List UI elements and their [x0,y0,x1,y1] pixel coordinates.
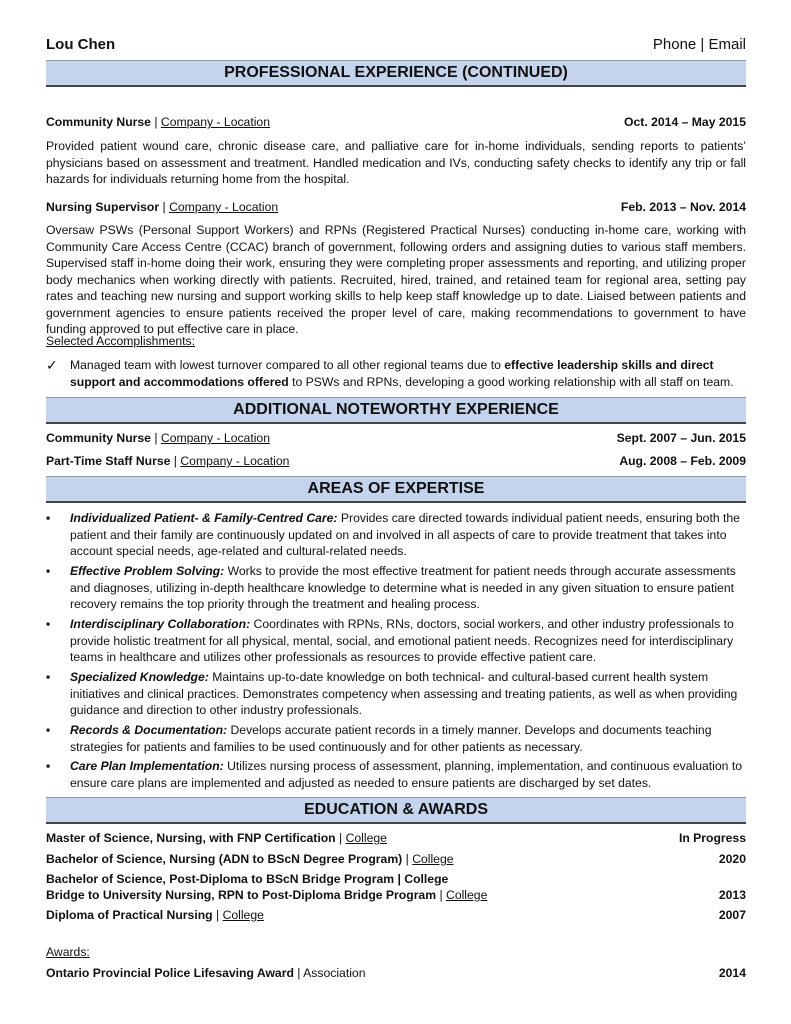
bullet-icon: ▪ [46,759,51,773]
section-heading-education: EDUCATION & AWARDS [46,797,746,824]
job-title-line [46,199,278,216]
degree-year: 2013 [718,888,746,902]
job-dates: Oct. 2014 – May 2015 [624,115,746,129]
separator: | [335,831,346,845]
degree-line [46,830,387,847]
award-org: Association [303,966,366,980]
section-heading-additional: ADDITIONAL NOTEWORTHY EXPERIENCE [46,397,746,424]
expertise-text [70,722,746,755]
expertise-desc: Develops accurate patient records in a timely manner. Develops and documents teaching strategies for patients and families to be used continuously and for other patients as necessary. [70,723,712,754]
job-header [46,199,746,216]
expertise-text [70,669,746,719]
degree-line [46,907,264,924]
degree-year: In Progress [678,831,746,845]
accomplishments-label [46,333,746,350]
bullet-icon: ▪ [46,723,51,737]
degree-name: Diploma of Practical Nursing [46,908,213,922]
job-title-line [46,114,270,131]
expertise-desc: Works to provide the most effective treatment for patient needs through accurate assessments and diagnoses, utilizing in-depth healthcare knowledge to determine what is needed in any given situation to ensure patient recovery remains the top priority through the treatment and healing process. [70,564,736,611]
job-dates: Feb. 2013 – Nov. 2014 [620,200,746,214]
expertise-item [46,510,746,560]
degree-line [46,871,448,888]
accomplishment-text [70,357,746,390]
accomplishment-item [46,357,746,390]
degree-line [46,851,454,868]
degree-name: Master of Science, Nursing, with FNP Certification [46,831,336,845]
expertise-item [46,616,746,666]
school-name: College [222,908,264,922]
expertise-label: Interdisciplinary Collaboration: [70,617,251,631]
awards-label [46,944,746,961]
job-dates: Sept. 2007 – Jun. 2015 [616,431,746,445]
job-dates: Aug. 2008 – Feb. 2009 [619,454,746,468]
candidate-name: Lou Chen [46,36,116,53]
separator: | [159,200,170,214]
job-description: Provided patient wound care, chronic disease care, and palliative care for in-home individuals, sending reports to patients’ physicians based on assessment and treatment. Handled medication and IVs, conducting safety checks to identify any trip or fall hazards for individuals returning home from the hospital. [46,139,746,186]
degree-row [46,907,746,924]
expertise-desc: Utilizes nursing process of assessment, planning, implementation, and continuous evaluation to ensure care plans are implemented and adjusted as needed to ensure patients are discharged by set dates. [70,759,742,790]
expertise-desc: Provides care directed towards individual patient needs, ensuring both the patient and their family are continuously updated on and involved in all aspects of care to provide treatment that takes into account special needs, age-related and cultural-related needs. [70,511,740,558]
expertise-desc: Coordinates with RPNs, RNs, doctors, social workers, and other industry professionals to provide holistic treatment for all physical, mental, social, and emotional patient needs. Recognizes need for interdisciplinary teams in healthcare and utilizes other professionals as resources to provide effective patient care. [70,617,734,664]
job-title: Community Nurse [46,115,151,129]
separator: | [293,966,304,980]
degree-row [46,830,746,847]
degree-line [46,887,487,904]
additional-item [46,453,746,470]
expertise-item [46,722,746,755]
job-title: Nursing Supervisor [46,200,160,214]
degree-row [46,887,746,904]
expertise-label: Individualized Patient- & Family-Centred Care: [70,511,338,525]
school-name: College [446,888,488,902]
bullet-icon: ▪ [46,670,51,684]
award-year: 2014 [718,966,746,980]
degree-year: 2020 [718,852,746,866]
bullet-icon: ▪ [46,617,51,631]
expertise-label: Care Plan Implementation: [70,759,224,773]
award-row [46,965,746,982]
expertise-text [70,616,746,666]
separator: | [212,908,223,922]
separator: | [402,852,413,866]
job-description: Oversaw PSWs (Personal Support Workers) and RPNs (Registered Practical Nurses) conducting in-home care, working with Community Care Access Centre (CCAC) branch of government, following orders and assigning duties to various staff members. Supervised staff in-home doing their work, ensuring they were completing proper assessments and reporting, and utilizing proper body mechanics when working directly with patients. Recruited, hired, trained, and retained team for regional area, setting pay rates and teaching new nursing and support working skills to help keep staff knowledge up to date. Liaised between patients and government agencies to ensure patients received the proper level of care, making recommendations to government to have funding approved to put effective care in place. [46,223,746,336]
company-location: Company - Location [169,200,279,214]
accomplishment-bold: effective leadership skills and direct support and accommodations offered [70,358,714,389]
company-location: Company - Location [160,431,270,445]
separator: | [150,431,161,445]
expertise-text [70,758,746,791]
degree-name: Bridge to University Nursing, RPN to Post-Diploma Bridge Program [46,888,437,902]
award-line [46,965,365,982]
checkmark-icon: ✓ [46,357,58,373]
accomplishment-post: to PSWs and RPNs, developing a good working relationship with all staff on team. [288,374,734,389]
expertise-text [70,563,746,613]
company-location: Company - Location [180,454,290,468]
job-title: Community Nurse [46,431,151,445]
degree-row [46,871,746,888]
expertise-item [46,758,746,791]
bullet-icon: ▪ [46,511,51,525]
separator: | [436,888,447,902]
expertise-text [70,510,746,560]
additional-item [46,430,746,447]
expertise-desc: Maintains up-to-date knowledge on both technical- and cultural-based current health system initiatives and clinical practices. Demonstrates competency when assessing and treating patients, as well as when providing guidance and direction to other industry professionals. [70,670,738,717]
degree-row [46,851,746,868]
company-location: Company - Location [160,115,270,129]
resume-header [46,36,746,56]
expertise-label: Effective Problem Solving: [70,564,225,578]
job-title-line [46,453,289,470]
degree-name: Bachelor of Science, Nursing (ADN to BScN Degree Program) [46,852,403,866]
job-title: Part-Time Staff Nurse [46,454,171,468]
expertise-item [46,563,746,613]
expertise-item [46,669,746,719]
school-name: College [345,831,387,845]
separator: | [170,454,181,468]
school-name: College [412,852,454,866]
accomplishments-label-text: Selected Accomplishments: [46,334,196,348]
section-heading-expertise: AREAS OF EXPERTISE [46,476,746,503]
expertise-label: Records & Documentation: [70,723,228,737]
expertise-label: Specialized Knowledge: [70,670,209,684]
bullet-icon: ▪ [46,564,51,578]
job-header [46,114,746,131]
section-heading-experience: PROFESSIONAL EXPERIENCE (CONTINUED) [46,60,746,87]
degree-year: 2007 [718,908,746,922]
contact-info: Phone | Email [652,36,746,53]
award-name: Ontario Provincial Police Lifesaving Award [46,966,294,980]
separator: | [150,115,161,129]
job-title-line [46,430,270,447]
awards-label-text: Awards: [46,945,90,959]
accomplishment-pre: Managed team with lowest turnover compared to all other regional teams due to [70,358,505,372]
degree-name: Bachelor of Science, Post-Diploma to BScN Bridge Program | College [46,872,449,886]
